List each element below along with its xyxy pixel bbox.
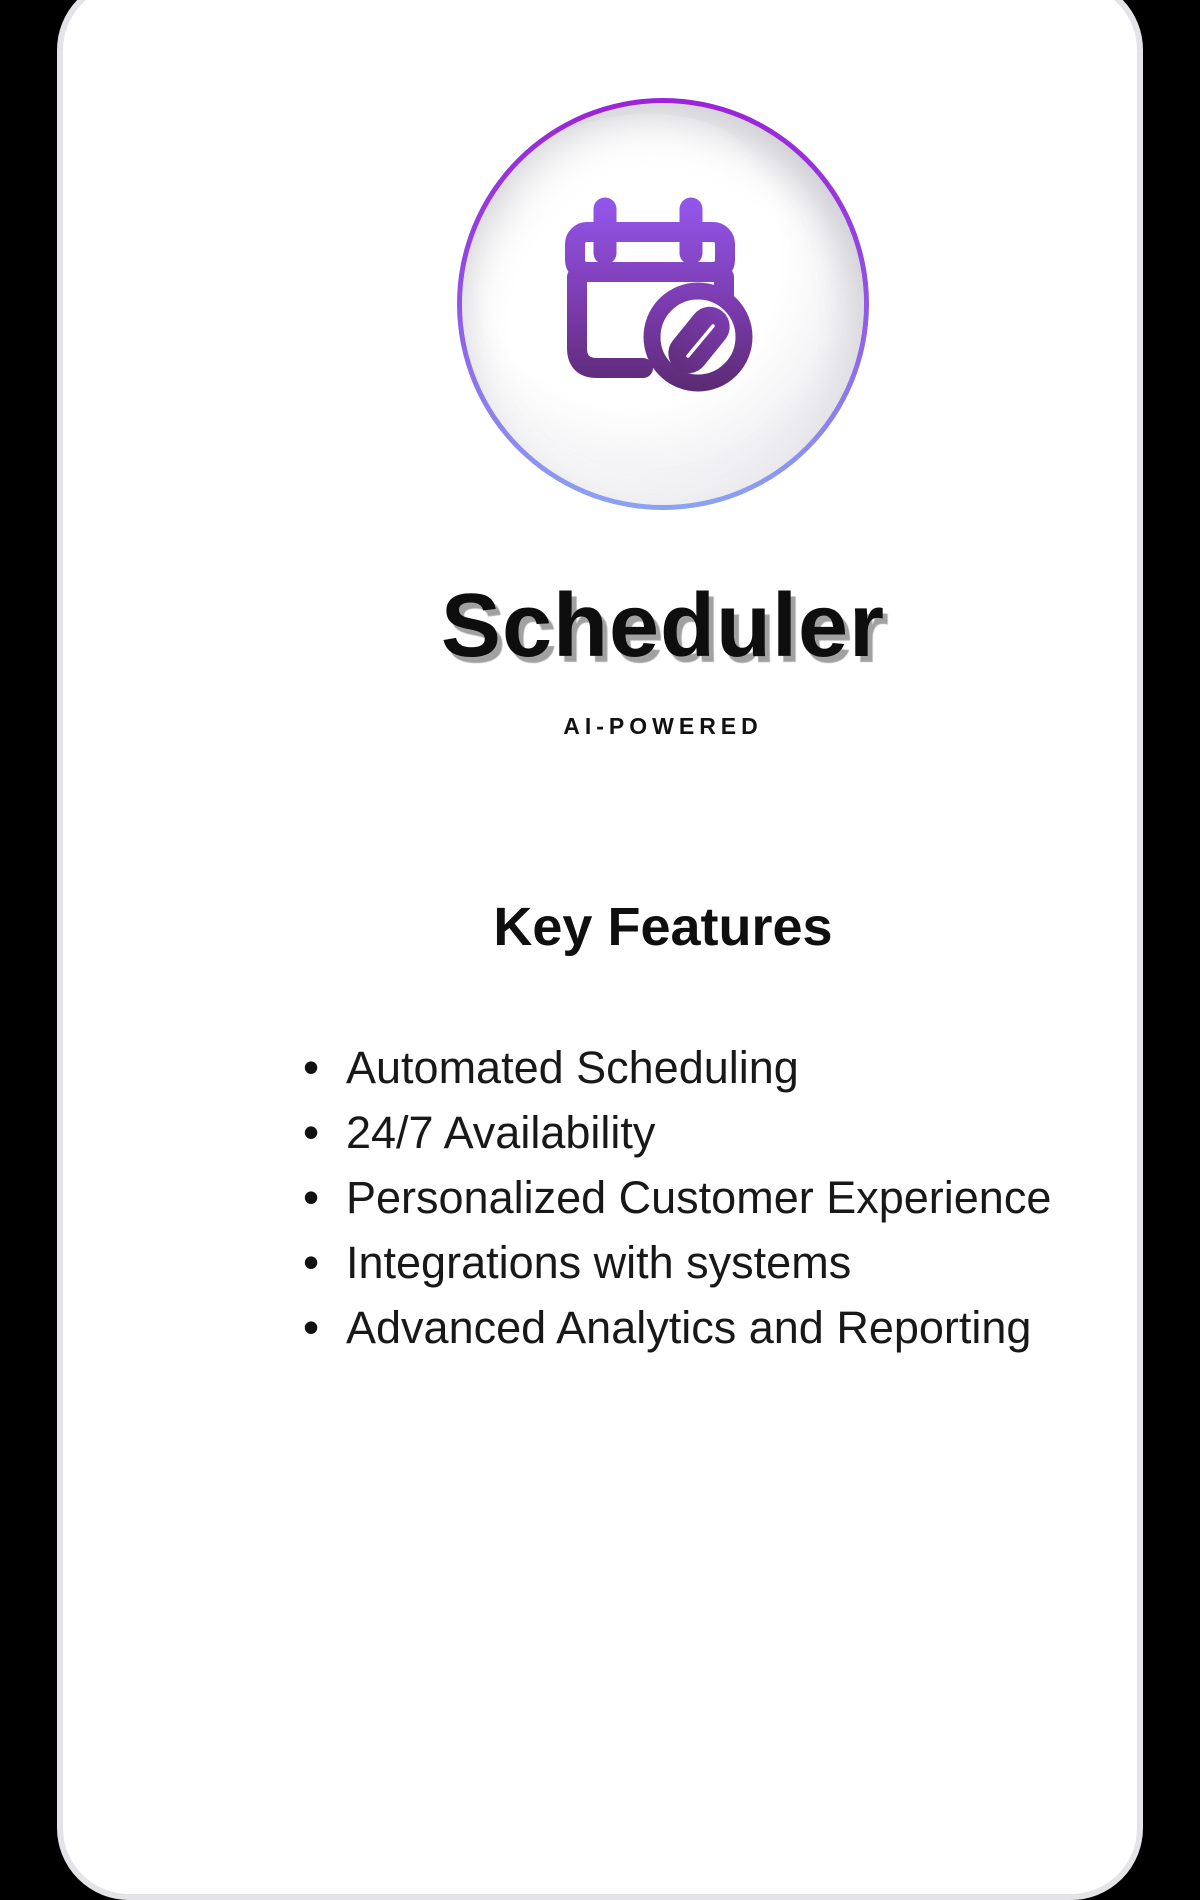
features-heading: Key Features [493,897,833,957]
icon-sphere-gloss [462,103,864,505]
feature-text: Automated Scheduling [346,1042,799,1093]
list-item [303,1295,1163,1360]
bullet-icon: • [303,1041,320,1093]
bullet-icon: • [303,1301,320,1353]
feature-text: Personalized Customer Experience [346,1172,1052,1223]
list-item [303,1100,1163,1165]
feature-text: 24/7 Availability [346,1107,656,1158]
bullet-icon: • [303,1171,320,1223]
list-item [303,1165,1163,1230]
icon-sphere-ring [457,98,869,510]
bullet-icon: • [303,1236,320,1288]
list-item [303,1035,1163,1100]
feature-text: Advanced Analytics and Reporting [346,1302,1032,1353]
bullet-icon: • [303,1106,320,1158]
ai-powered-label: AI-POWERED [563,713,763,739]
page-title: Scheduler [440,576,886,676]
list-item [303,1230,1163,1295]
feature-text: Integrations with systems [346,1237,852,1288]
features-list [303,1035,1163,1360]
calendar-edit-icon [558,197,768,402]
feature-card [57,0,1143,1900]
